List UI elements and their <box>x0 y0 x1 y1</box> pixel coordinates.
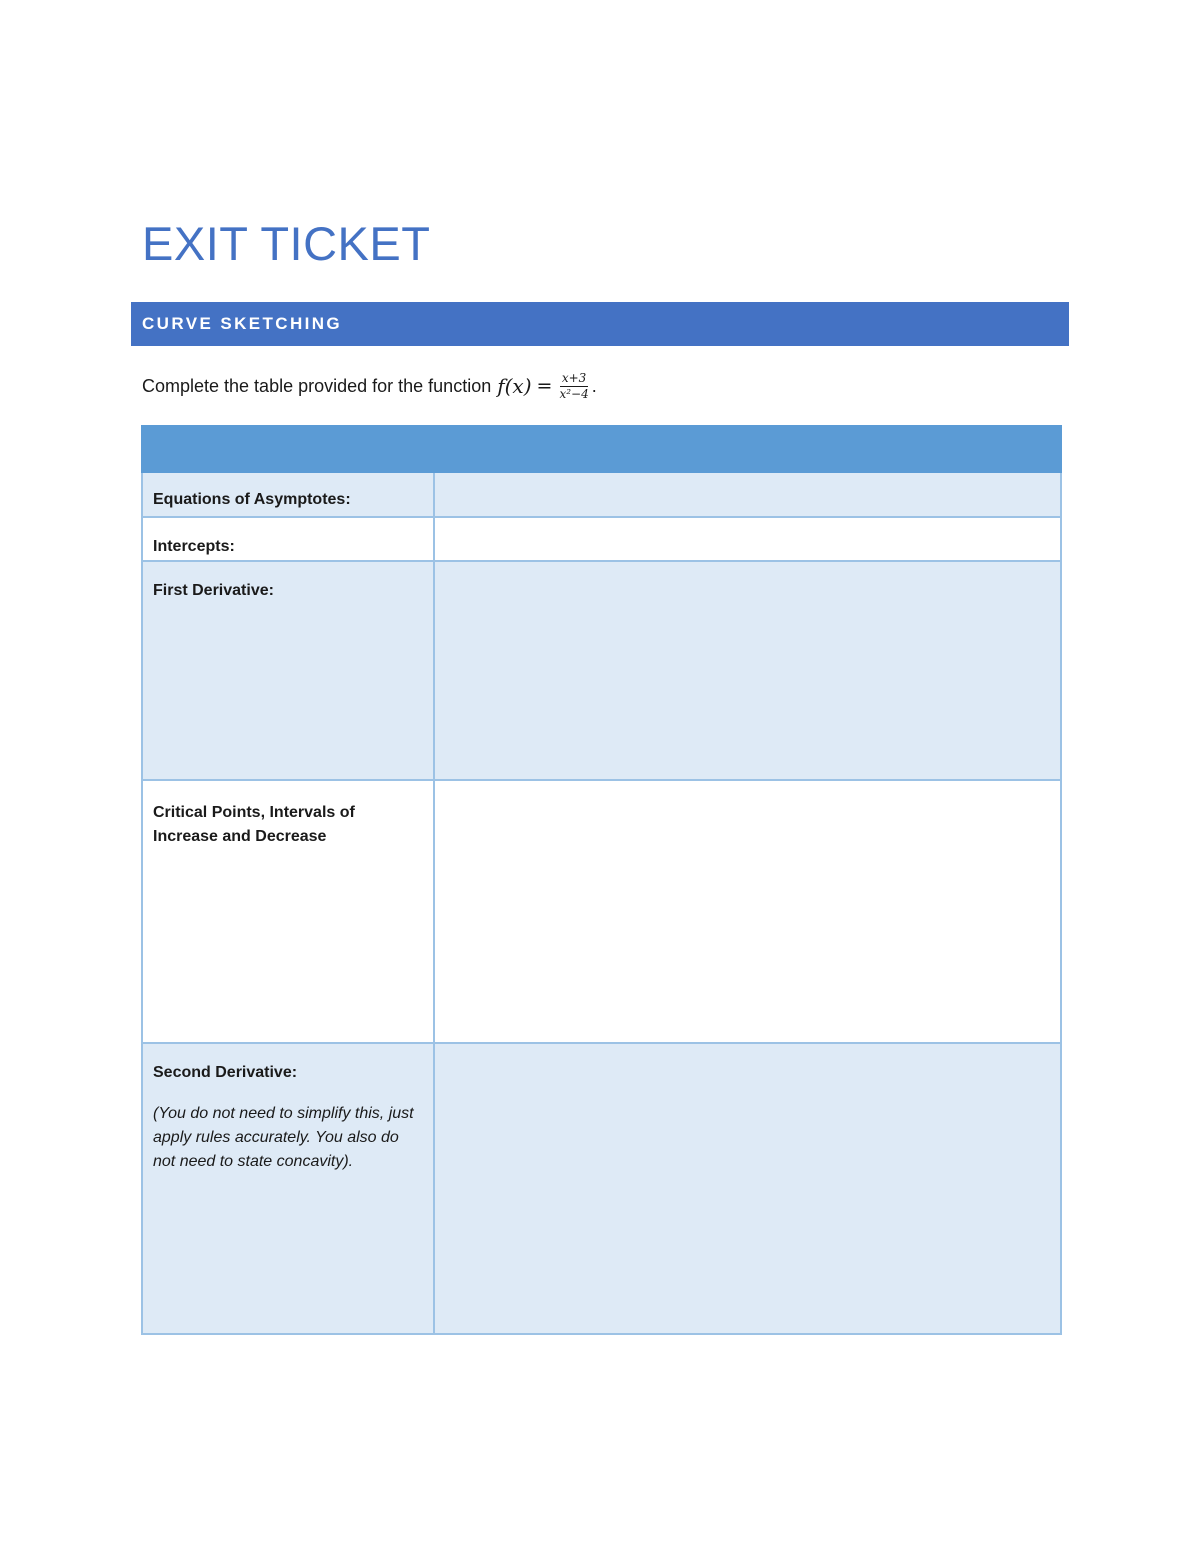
section-header-bar <box>131 302 1069 346</box>
row-label-intercepts <box>142 517 434 561</box>
answer-cell-critical-points[interactable] <box>434 780 1061 1043</box>
instruction-text: Complete the table provided for the function <box>142 375 492 396</box>
row-label-second-derivative <box>142 1043 434 1334</box>
answer-cell-asymptotes[interactable] <box>434 472 1061 517</box>
instruction-line <box>142 366 597 406</box>
row-label-text: Critical Points, Intervals of Increase and Decrease <box>153 804 355 845</box>
table-row <box>142 472 1061 517</box>
sentence-period: . <box>591 375 597 396</box>
row-label-text: Equations of Asymptotes: <box>153 491 351 508</box>
row-label-asymptotes <box>142 472 434 517</box>
row-label-first-derivative <box>142 561 434 780</box>
table-row <box>142 561 1061 780</box>
answer-cell-second-derivative[interactable] <box>434 1043 1061 1334</box>
fraction-numerator: x+3 <box>561 370 587 385</box>
fraction-denominator: x²−4 <box>559 386 589 401</box>
equals-sign: = <box>536 375 553 397</box>
page-title: EXIT TICKET <box>142 217 431 270</box>
answer-cell-first-derivative[interactable] <box>434 561 1061 780</box>
section-heading: CURVE SKETCHING <box>142 314 343 333</box>
table-row <box>142 780 1061 1043</box>
curve-sketching-table <box>141 425 1062 1335</box>
row-label-critical-points <box>142 780 434 1043</box>
function-fraction <box>557 372 590 401</box>
row-label-text: Second Derivative: <box>153 1064 298 1081</box>
table-header-row <box>142 426 1061 472</box>
table-row <box>142 1043 1061 1334</box>
function-name: f(x) <box>497 374 532 398</box>
table-row <box>142 517 1061 561</box>
row-note-text: (You do not need to simplify this, just apply rules accurately. You also do not need to state concavity). <box>153 1105 414 1170</box>
row-label-text: Intercepts: <box>153 538 235 555</box>
answer-cell-intercepts[interactable] <box>434 517 1061 561</box>
row-label-text: First Derivative: <box>153 582 274 599</box>
